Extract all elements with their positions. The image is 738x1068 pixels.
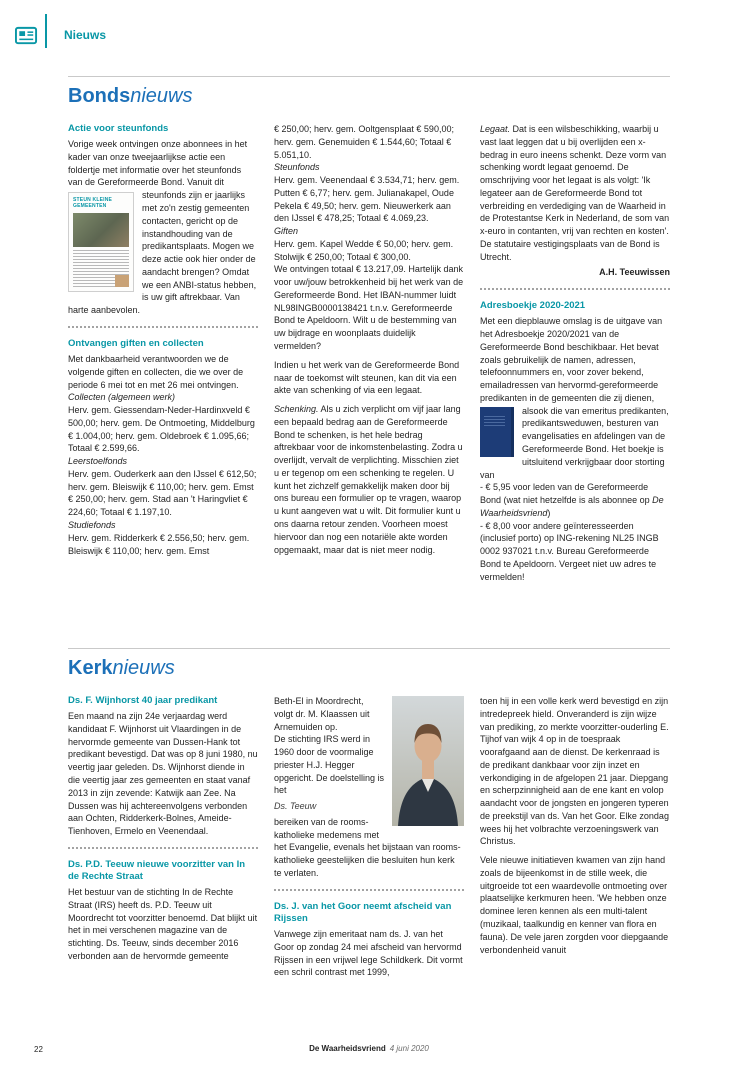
kerknieuws-columns: [68, 695, 670, 1043]
adresboekje-cover-image: [480, 407, 514, 457]
fund-block-steunfonds: [274, 161, 464, 225]
heading-wijnhorst: Ds. F. Wijnhorst 40 jaar predikant: [68, 695, 218, 706]
paragraph: [68, 138, 258, 189]
page-number: 22: [34, 1045, 43, 1054]
title-bold-part: Bonds: [68, 85, 131, 107]
section-kerknieuws: [68, 648, 670, 1043]
folder-title-text: STEUN KLEINE GEMEENTEN: [73, 197, 113, 210]
fund-list: Herv. gem. Kapel Wedde € 50,00; herv. gem. Stolwijk € 250,00; Totaal € 300,00.: [274, 238, 454, 262]
paragraph: Indien u het werk van de Gereformeerde Bond naar de toekomst wilt steunen, kan dit via een akte van schenking of via een legaat.: [274, 359, 460, 396]
fund-list: Herv. gem. Veenendaal € 3.534,71; herv. gem. Putten € 6,77; herv. gem. Julianakapel, Oude Pekela € 49,50; herv. gem. Nieuwerkerk aan den IJssel € 478,25; Totaal € 4.069,23.: [274, 175, 460, 224]
kerk-column-2: [274, 695, 464, 1043]
fund-label: Steunfonds: [274, 162, 320, 173]
section-tab-label: Nieuws: [64, 28, 107, 42]
fund-block-leerstoelfonds: [68, 455, 258, 519]
dotted-separator: [480, 288, 670, 290]
corner-divider-line: [45, 14, 47, 48]
paragraph: Met een diepblauwe omslag is de uitgave van het Adresboekje 2020/2021 van de Gereformeerde Bond beschikbaar. Het bevat zoals gebruikelijk de namen, adressen, telefoonnummers en, voor zover bekend, emailadressen van hervormd-gereformeerde predikanten in de gemeenten die zij dienen,: [480, 316, 663, 403]
magazine-title-italic: De Waarheidsvriend: [480, 495, 664, 518]
heading-teeuw: Ds. P.D. Teeuw nieuwe voorzitter van In de Rechte Straat: [68, 858, 246, 882]
kerknieuws-title: [68, 657, 670, 680]
title-italic-part: nieuws: [112, 657, 175, 679]
paragraph: [480, 405, 670, 482]
paragraph-legaat: [480, 123, 670, 263]
body-text: Beth-El in Moordrecht, volgt dr. M. Klaassen uit Arnemuiden op.: [274, 696, 370, 732]
title-bold-part: Kerk: [68, 657, 113, 679]
section-rule: [68, 648, 670, 649]
steunfonds-folder-image: [68, 192, 134, 292]
page-footer: [0, 1044, 738, 1053]
price-line-others: - € 8,00 voor andere geïnteresseerden (inclusief porto) op ING-rekening NL25 INGB 0002 937021 t.n.v. Bureau Gereformeerde Bond te Apeldoorn. Vergeet niet uw adres te vermelden!: [480, 520, 659, 582]
heading-adresboekje: Adresboekje 2020-2021: [480, 300, 586, 312]
folder-text-lines: [73, 250, 129, 288]
ds-teeuw-photo: [392, 696, 464, 826]
heading-ontvangen-giften: Ontvangen giften en collecten: [68, 337, 204, 349]
fund-label: Giften: [274, 226, 299, 237]
bonds-column-1: [68, 123, 258, 639]
paragraph: Vanwege zijn emeritaat nam ds. J. van het Goor op zondag 24 mei afscheid van hervormd Rijssen in een vrijwel lege Schildkerk. Dit vormt een schril contrast met 1999,: [274, 929, 463, 978]
author-signature: A.H. Teeuwissen: [599, 267, 670, 278]
bonds-column-2: [274, 123, 464, 639]
body-text: alsook die van emeritus predikanten, predikantsweduwen, besturen van evangelisaties en afdelingen van de Gereformeerde Bond. Het boekje is uitsluitend verkrijgbaar door storting van: [480, 405, 669, 480]
body-text: steunfonds zijn er jaarlijks met zo'n zestig gemeenten contacten, gericht op de instandhouding van de predikantsplaats. Mogen we deze actie ook hier onder de aandacht brengen? Omdat we een ANBI-status hebben, is uw gift aftrekbaar. Van harte aanbevolen.: [68, 190, 257, 316]
price-line-members: [480, 481, 670, 519]
body-text: ): [547, 507, 551, 518]
fund-block-studiefonds: [68, 519, 258, 557]
paragraph: Vele nieuwe initiatieven kwamen van zijn hand zoals de bijeenkomst in de stille week, die uitgroeide tot een waardevolle ontmoeting over plaatselijke kerkmuren heen. 'We hebben onze dominee leren kennen als een multi-talent (muzikaal, taalkundig en kenner van flora en fauna). De vele jaren zorgden voor diepgaande verbondenheid vanuit: [480, 855, 669, 955]
issue-date: 4 juni 2020: [389, 1044, 429, 1053]
folder-photo: [73, 213, 129, 247]
paragraph: Een maand na zijn 24e verjaardag werd kandidaat F. Wijnhorst uit Vlaardingen in de hervormde gemeente van Dussen-Hank tot predikant bevestigd. Dat was op 8 juni 1980, nu veertig jaar geleden. Ds. Wijnhorst diende in die veertig jaar zes gemeenten en staat vanaf 2013 in zijn zevende: Katwijk aan Zee. Na Dussen was hij achtereenvolgens verbonden aan Ochten, Ridderkerk-Bolnes, Ameide-Tienhoven, Ermelo en Veenendaal.: [68, 711, 258, 837]
paragraph: Met dankbaarheid verantwoorden we de volgende giften en collecten, die we over de periode 6 mei tot en met 26 mei ontvingen.: [68, 354, 244, 390]
paragraph: We ontvingen totaal € 13.217,09. Hartelijk dank voor uw/jouw betrokkenheid bij het werk van de Gereformeerde Bond. Het IBAN-nummer luidt NL98INGB0000138421 t.n.v. Gereformeerde Bond te Apeldoorn. Wilt u de bestemming van uw bijdrage en woonplaats duidelijk vermelden?: [274, 264, 464, 352]
fund-label: Leerstoelfonds: [68, 456, 128, 467]
paragraph-with-photo: [274, 695, 464, 880]
paragraph: [68, 189, 258, 317]
paragraph: Het bestuur van de stichting In de Rechte Straat (IRS) heeft ds. P.D. Teeuw uit Moordrecht tot voorzitter benoemd. Dat blijkt uit het in mei verschenen magazine van de stichting. Ds. Teeuw, sinds december 2016 verbonden aan de hervormde gemeente: [68, 887, 258, 961]
body-text: - € 5,95 voor leden van de Gereformeerde Bond (wat niet hetzelfde is als abonnee op: [480, 482, 653, 506]
photo-caption: Ds. Teeuw: [274, 801, 317, 812]
body-text: Vorige week ontvingen onze abonnees in het kader van onze tweejaarlijkse actie een foldertje met informatie over het steunfonds van de Gereformeerde Bond. Vanuit dit: [68, 139, 248, 188]
body-text: De stichting IRS werd in 1960 door de voormalige priester H.J. Hegger opgericht. De doelstelling is het: [274, 734, 385, 796]
bonds-column-3: [480, 123, 670, 639]
footer-center: [0, 1044, 738, 1053]
bondsnieuws-title: [68, 85, 670, 108]
body-text: Als u zich verplicht om vijf jaar lang een bepaald bedrag aan de Gereformeerde Bond te schenken, is het hele bedrag aftrekbaar voor de inkomstenbelasting. Zodra u overlijdt, vervalt de verplichting. Misschien ziet u er tegenop om een schenking te regelen. U kunt het zichzelf gemakkelijk maken door bij ons bureau een formulier op te vragen, waarop u kunt aangeven wat u wilt. Dit formulier kunt u ons daarna retour zenden. Voorheen moest hiervoor dan nog een notariële akte worden opgemaakt, maar dat is niet meer nodig.: [274, 404, 463, 555]
fund-list-continued: € 250,00; herv. gem. Ooltgensplaat € 590,00; herv. gem. Genemuiden € 1.544,60; Totaal € 5.051,10.: [274, 124, 454, 160]
fund-block-giften: [274, 225, 464, 263]
dotted-separator: [274, 889, 464, 891]
fund-block-collecten: [68, 391, 258, 455]
fund-list: Herv. gem. Ouderkerk aan den IJssel € 612,50; herv. gem. Bleiswijk € 110,00; herv. gem. Emst € 250,00; herv. gem. Stad aan 't Haringvliet € 224,60; Totaal € 1.197,10.: [68, 468, 257, 518]
body-text: Dat is een wilsbeschikking, waarbij u vast laat leggen dat u bij overlijden een x-bedrag in euro ineens schenkt. Deze vorm van schenking wordt legaat genoemd. De omschrijving voor het legaat is als volgt: 'Ik legateer aan de Gereformeerde Bond tot verbreiding en verdediging van de Waarheid in de Protestantse Kerk in Nederland, de som van x-euro in contanten, vrij van rechten en kosten'. De statutaire vestigingsplaats van de Bond is Utrecht.: [480, 124, 670, 262]
section-bondsnieuws: [68, 76, 670, 639]
paragraph-schenking: [274, 403, 464, 556]
fund-label: Collecten (algemeen werk): [68, 392, 176, 403]
body-text: bereiken van de rooms-katholieke medemens met het Evangelie, evenals het bijstaan van rooms-katholieke geestelijken die besluiten hun kerk te verlaten.: [274, 816, 461, 878]
paragraph-lead-in: Schenking.: [274, 404, 319, 415]
dotted-separator: [68, 847, 258, 849]
magazine-name: De Waarheidsvriend: [309, 1044, 386, 1053]
paragraph: toen hij in een volle kerk werd bevestigd en zijn intredepreek hield. Onveranderd is zijn wijze van prediking, zo merkte voorzitter-ouderling E. Tijhof van wijk 4 op in de toespraak voorafgaand aan de dienst. De kerkenraad is de predikant dankbaar voor zijn inzet en verkondiging in de afgelopen 21 jaar. Diepgang en scherpzinnigheid aan de ene kant en volop aandacht voor de jongsten en jongeren typeren de preekstijl van ds. Van het Goor. Elke zondag wees hij het volbrachte verzoeningswerk van Christus.: [480, 696, 669, 847]
kerk-column-1: [68, 695, 258, 1043]
kerk-column-3: [480, 695, 670, 1043]
fund-list: Herv. gem. Ridderkerk € 2.556,50; herv. gem. Bleiswijk € 110,00; herv. gem. Emst: [68, 532, 250, 556]
title-italic-part: nieuws: [130, 85, 193, 107]
fund-label: Studiefonds: [68, 519, 116, 530]
paragraph-lead-in: Legaat.: [480, 124, 511, 134]
section-rule: [68, 76, 670, 77]
heading-actie-voor-steunfonds: Actie voor steunfonds: [68, 123, 169, 134]
news-icon: [15, 26, 38, 46]
bondsnieuws-columns: [68, 123, 670, 639]
fund-list: Herv. gem. Giessendam-Neder-Hardinxveld € 500,00; herv. gem. De Ontmoeting, Middelburg € 1.004,00; herv. gem. Oldebroek € 1.095,66; Totaal € 2.599,66.: [68, 405, 255, 454]
heading-goor: Ds. J. van het Goor neemt afscheid van Rijssen: [274, 900, 452, 924]
dotted-separator: [68, 326, 258, 328]
